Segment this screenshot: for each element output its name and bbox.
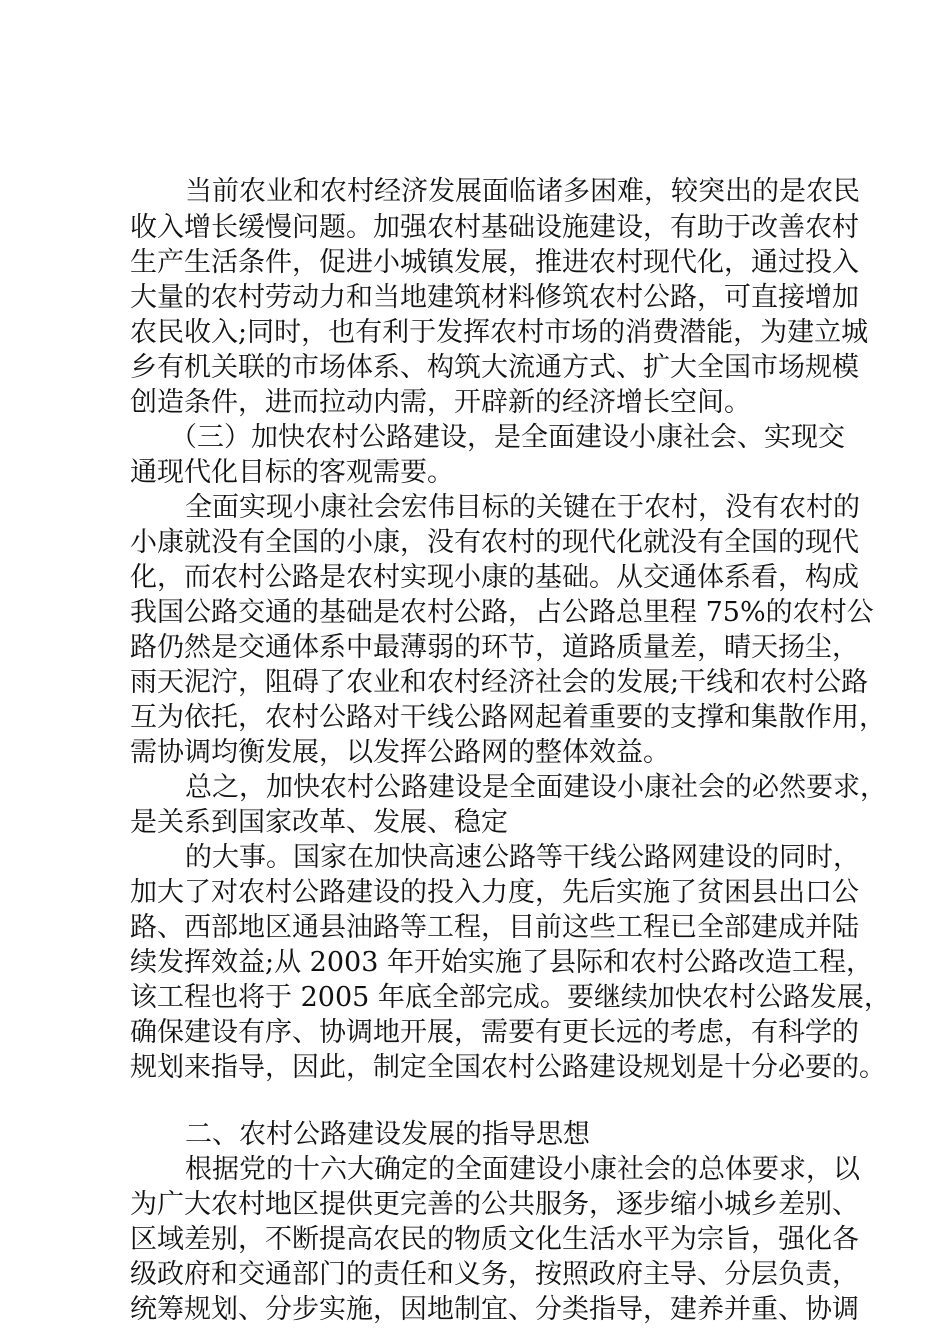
text-line: 区域差别，不断提高农民的物质文化生活水平为宗旨，强化各 [130,1224,859,1255]
text-line: 收入增长缓慢问题。加强农村基础设施建设，有助于改善农村 [130,212,859,243]
text-line: 为广大农村地区提供更完善的公共服务，逐步缩小城乡差别、 [130,1189,859,1220]
text-line: 统筹规划、分步实施，因地制宜、分类指导，建养并重、协调 [130,1294,859,1325]
text-line: 续发挥效益;从 2003 年开始实施了县际和农村公路改造工程， [130,947,873,978]
text-line: 化，而农村公路是农村实现小康的基础。从交通体系看，构成 [130,562,859,593]
text-line: 级政府和交通部门的责任和义务，按照政府主导、分层负责， [130,1259,859,1290]
text-line: 的大事。国家在加快高速公路等干线公路网建设的同时， [185,842,860,873]
text-line: 是关系到国家改革、发展、稳定 [130,807,508,838]
section-heading: （三）加快农村公路建设，是全面建设小康社会、实现交 [170,422,845,453]
text-line: 全面实现小康社会宏伟目标的关键在于农村，没有农村的 [185,492,860,523]
text-line: 确保建设有序、协调地开展，需要有更长远的考虑，有科学的 [130,1017,859,1048]
text-line: 需协调均衡发展，以发挥公路网的整体效益。 [130,737,670,768]
text-line: 雨天泥泞，阻碍了农业和农村经济社会的发展;干线和农村公路 [130,667,869,698]
text-line: 生产生活条件，促进小城镇发展，推进农村现代化，通过投入 [130,247,859,278]
text-line: 加大了对农村公路建设的投入力度，先后实施了贫困县出口公 [130,877,859,908]
text-line: 乡有机关联的市场体系、构筑大流通方式、扩大全国市场规模 [130,352,859,383]
text-line: 大量的农村劳动力和当地建筑材料修筑农村公路，可直接增加 [130,282,859,313]
text-line: 路、西部地区通县油路等工程，目前这些工程已全部建成并陆 [130,912,859,943]
section-heading: 二、农村公路建设发展的指导思想 [185,1119,590,1150]
text-line: 总之，加快农村公路建设是全面建设小康社会的必然要求， [185,772,887,803]
text-line: 创造条件，进而拉动内需，开辟新的经济增长空间。 [130,387,751,418]
text-line: 根据党的十六大确定的全面建设小康社会的总体要求，以 [185,1154,860,1185]
text-line: 互为依托，农村公路对干线公路网起着重要的支撑和集散作用， [130,702,886,733]
text-line: 小康就没有全国的小康，没有农村的现代化就没有全国的现代 [130,527,859,558]
text-line: 农民收入;同时，也有利于发挥农村市场的消费潜能，为建立城 [130,317,869,348]
text-line: 当前农业和农村经济发展面临诸多困难，较突出的是农民 [185,176,860,207]
text-line: 我国公路交通的基础是农村公路，占公路总里程 75%的农村公 [130,597,874,628]
text-line: 路仍然是交通体系中最薄弱的环节，道路质量差，晴天扬尘， [130,632,859,663]
section-heading: 通现代化目标的客观需要。 [130,457,454,488]
text-line: 该工程也将于 2005 年底全部完成。要继续加快农村公路发展， [130,982,891,1013]
text-line: 规划来指导，因此，制定全国农村公路建设规划是十分必要的。 [130,1052,886,1083]
